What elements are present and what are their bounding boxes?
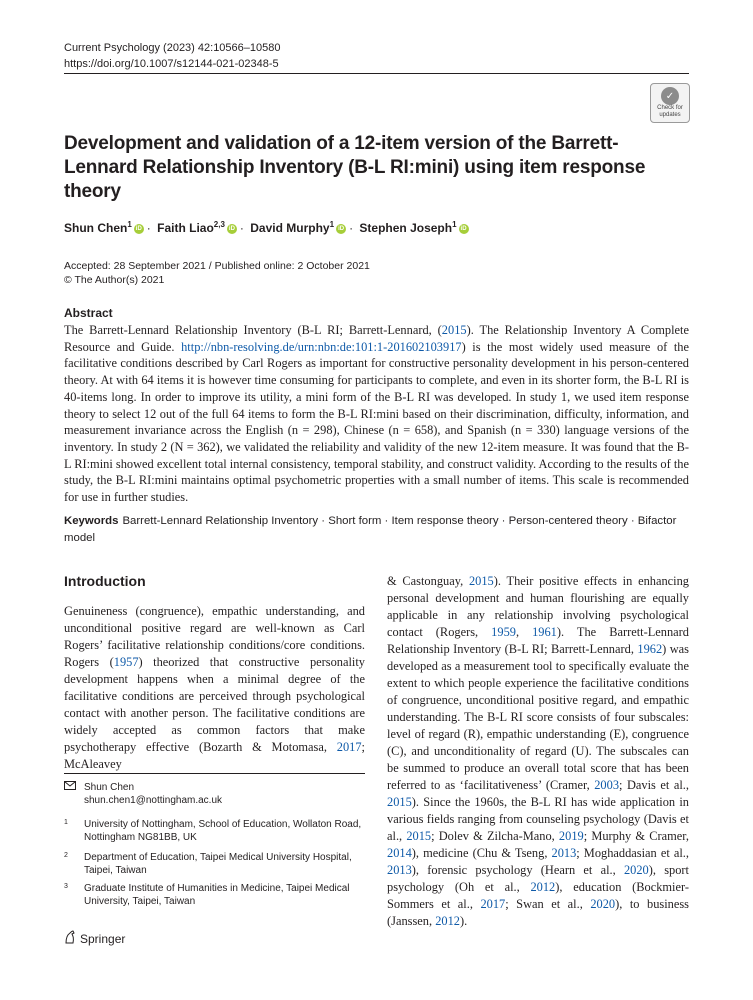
body-text: ), education (Bockmier-Sommers et al.,	[387, 880, 689, 911]
affiliation-1	[64, 818, 364, 844]
urn-link[interactable]: http://nbn-resolving.de/urn:nbn:de:101:1-201602103917	[181, 339, 462, 354]
citation-link[interactable]: 2020	[590, 897, 616, 911]
body-text: ; McAleavey	[64, 740, 365, 771]
citation-link[interactable]: 2017	[480, 897, 506, 911]
doi-link[interactable]: https://doi.org/10.1007/s12144-021-02348-5	[64, 58, 279, 70]
body-text: ; Moghaddasian et al.,	[576, 846, 689, 860]
abstract-heading: Abstract	[64, 306, 113, 320]
citation-link[interactable]: 2015	[406, 829, 432, 843]
affiliation-number: 2	[64, 852, 68, 859]
citation-link[interactable]: 2012	[530, 880, 556, 894]
body-text: & Castonguay,	[387, 574, 469, 588]
body-text: ) theorized that constructive personality development happens when a minimal degree of the facilitative conditions are perceived through psychological contact with another person. The facilitative conditions are widely accepted as common factors that make psychotherapy effective (Bozarth & Motomasa,	[64, 655, 365, 754]
affiliation-text: Graduate Institute of Humanities in Medicine, Taipei Medical University, Taipei, Taiwan	[84, 883, 350, 907]
copyright-line: © The Author(s) 2021	[64, 274, 165, 286]
citation-link[interactable]: 2003	[594, 778, 620, 792]
affiliation-number: 1	[64, 819, 68, 826]
bookmark-icon: ✓	[661, 87, 679, 105]
keywords-label: Keywords	[64, 515, 119, 527]
body-text: ). Their positive effects in enhancing personal development and human flourishing are equally applicable in any relationship involving psychological contact (Rogers,	[387, 574, 689, 639]
springer-horse-icon	[64, 930, 76, 947]
affiliation-number: 3	[64, 883, 68, 890]
author-affil-sup: 1	[329, 220, 335, 229]
corr-name: Shun Chen	[84, 782, 135, 793]
paper-title: Development and validation of a 12-item version of the Barrett-Lennard Relationship Inventory (B-L RI:mini) using item response theory	[64, 133, 646, 202]
corr-email[interactable]: shun.chen1@nottingham.ac.uk	[84, 795, 223, 806]
citation-link[interactable]: 2015	[468, 574, 494, 588]
introduction-heading: Introduction	[64, 573, 146, 589]
orcid-icon[interactable]: iD	[228, 225, 235, 232]
citation-link[interactable]: 1957	[113, 655, 139, 669]
body-text: ; Davis et al.,	[619, 778, 689, 792]
body-text: ), medicine (Chu & Tseng,	[411, 846, 552, 860]
affiliation-text: University of Nottingham, School of Education, Wollaton Road, Nottingham NG81BB, UK	[84, 819, 362, 843]
body-text: ,	[515, 625, 533, 639]
keywords-block	[64, 513, 689, 547]
body-text: ), sport psychology (Oh et al.,	[387, 863, 689, 894]
author-separator: ·	[239, 221, 244, 235]
abstract-text: ) is the most widely used measure of the facilitative conditions described by Carl Rogers as important for constructive personality development in his person-centered theory. At with 64 items it is however time consuming for participants to complete, and even in its shorter form, the B-L RI is 40-items long. In order to improve its utility, a mini form of the B-L RI was developed. In study 1, we used item response theory to select 12 out of the full 64 items to form the B-L RI:mini based on their discrimination, difficulty, information, and measurement invariance across the English (n = 298), Chinese (n = 658), and Spanish (n = 330) language versions of the inventory. In study 2 (N = 362), we validated the reliability and validity of the new 12-item measure. It was found that the B-L RI:mini showed excellent total internal consistency, temporal stability, and construct validity. According to the results of the study, the B-L RI:mini maintains optimal psychometric properties with a small number of items. This scale is recommended for use in further studies.	[64, 339, 689, 505]
citation-link[interactable]: 1961	[532, 625, 557, 639]
citation-link[interactable]: 2015	[441, 323, 467, 337]
citation-link[interactable]: 1959	[491, 625, 516, 639]
body-text: ), to business (Janssen,	[387, 897, 689, 928]
body-text: ; Swan et al.,	[505, 897, 591, 911]
affiliation-3	[64, 882, 364, 908]
author-separator: ·	[146, 221, 151, 235]
body-text: ) was developed as a measurement tool to specifically evaluate the extent to which people experience the facilitative conditions of congruence, unconditional positive regard, and empathic understanding. The B-L RI score consists of four subscales: level of regard (R), empathic understanding (E), congruence (C), and unconditionality of regard (U). The subscales can be summed to produce an overall total score that has been referred to as ‘facilitativeness’ (Cramer,	[387, 642, 689, 792]
body-text: ).	[459, 914, 468, 928]
citation-link[interactable]: 2013	[387, 863, 412, 877]
body-text: ; Murphy & Cramer,	[583, 829, 689, 843]
citation-link[interactable]: 2013	[551, 846, 577, 860]
accepted-published-line: Accepted: 28 September 2021 / Published online: 2 October 2021	[64, 260, 370, 272]
journal-citation: Current Psychology (2023) 42:10566–10580	[64, 42, 281, 54]
citation-link[interactable]: 1962	[637, 642, 663, 656]
citation-link[interactable]: 2020	[623, 863, 649, 877]
abstract-text: ). The Relationship Inventory A Complete Resource and Guide.	[64, 323, 689, 354]
author-affil-sup: 1	[127, 220, 132, 229]
body-text: ; Dolev & Zilcha-Mano,	[431, 829, 559, 843]
author-name[interactable]: Faith Liao	[157, 221, 214, 235]
citation-link[interactable]: 2015	[387, 795, 412, 809]
body-text: Genuineness (congruence), empathic understanding, and unconditional positive regard are well-known as Carl Rogers’ facilitative relationship conditions/core conditions. Rogers (	[64, 604, 365, 669]
citation-link[interactable]: 2012	[435, 914, 460, 928]
affiliation-2	[64, 851, 364, 877]
publication-dates	[64, 259, 370, 287]
intro-right-column	[387, 573, 689, 930]
abstract-body	[64, 322, 689, 506]
check-for-updates-icon[interactable]	[650, 83, 690, 123]
author-name[interactable]: David Murphy	[250, 221, 330, 235]
body-text: ). Since the 1960s, the B-L RI has wide application in various fields ranging from counseling psychology (Davis et al.,	[387, 795, 689, 843]
publisher-name: Springer	[80, 931, 126, 946]
orcid-icon[interactable]: iD	[135, 225, 142, 232]
affiliation-text: Department of Education, Taipei Medical University Hospital, Taipei, Taiwan	[84, 852, 352, 876]
updates-label: updates	[659, 112, 681, 118]
check-for-label: Check for	[657, 105, 683, 111]
corresponding-author	[64, 781, 222, 807]
author-list	[64, 220, 469, 235]
abstract-text: The Barrett-Lennard Relationship Inventory (B-L RI; Barrett-Lennard, (	[64, 323, 442, 337]
citation-link[interactable]: 2014	[387, 846, 412, 860]
body-text: ). The Barrett-Lennard Relationship Inventory (B-L RI; Barrett-Lennard,	[387, 625, 690, 656]
footnote-rule	[64, 773, 365, 774]
author-affil-sup: 2,3	[213, 220, 225, 229]
journal-header	[64, 40, 280, 72]
orcid-icon[interactable]: iD	[338, 225, 345, 232]
citation-link[interactable]: 2017	[336, 740, 362, 754]
header-rule	[64, 73, 689, 74]
author-separator: ·	[349, 221, 354, 235]
citation-link[interactable]: 2019	[558, 829, 584, 843]
keywords-text: Barrett-Lennard Relationship Inventory · Short form · Item response theory · Person-centered theory · Bifactor model	[64, 515, 677, 544]
orcid-icon[interactable]: iD	[460, 225, 467, 232]
author-name[interactable]: Stephen Joseph	[359, 221, 453, 235]
intro-left-column	[64, 603, 365, 773]
envelope-icon	[64, 781, 76, 794]
author-name[interactable]: Shun Chen	[64, 221, 128, 235]
author-affil-sup: 1	[452, 220, 457, 229]
body-text: ), forensic psychology (Hearn et al.,	[411, 863, 624, 877]
publisher-footer	[64, 930, 125, 947]
